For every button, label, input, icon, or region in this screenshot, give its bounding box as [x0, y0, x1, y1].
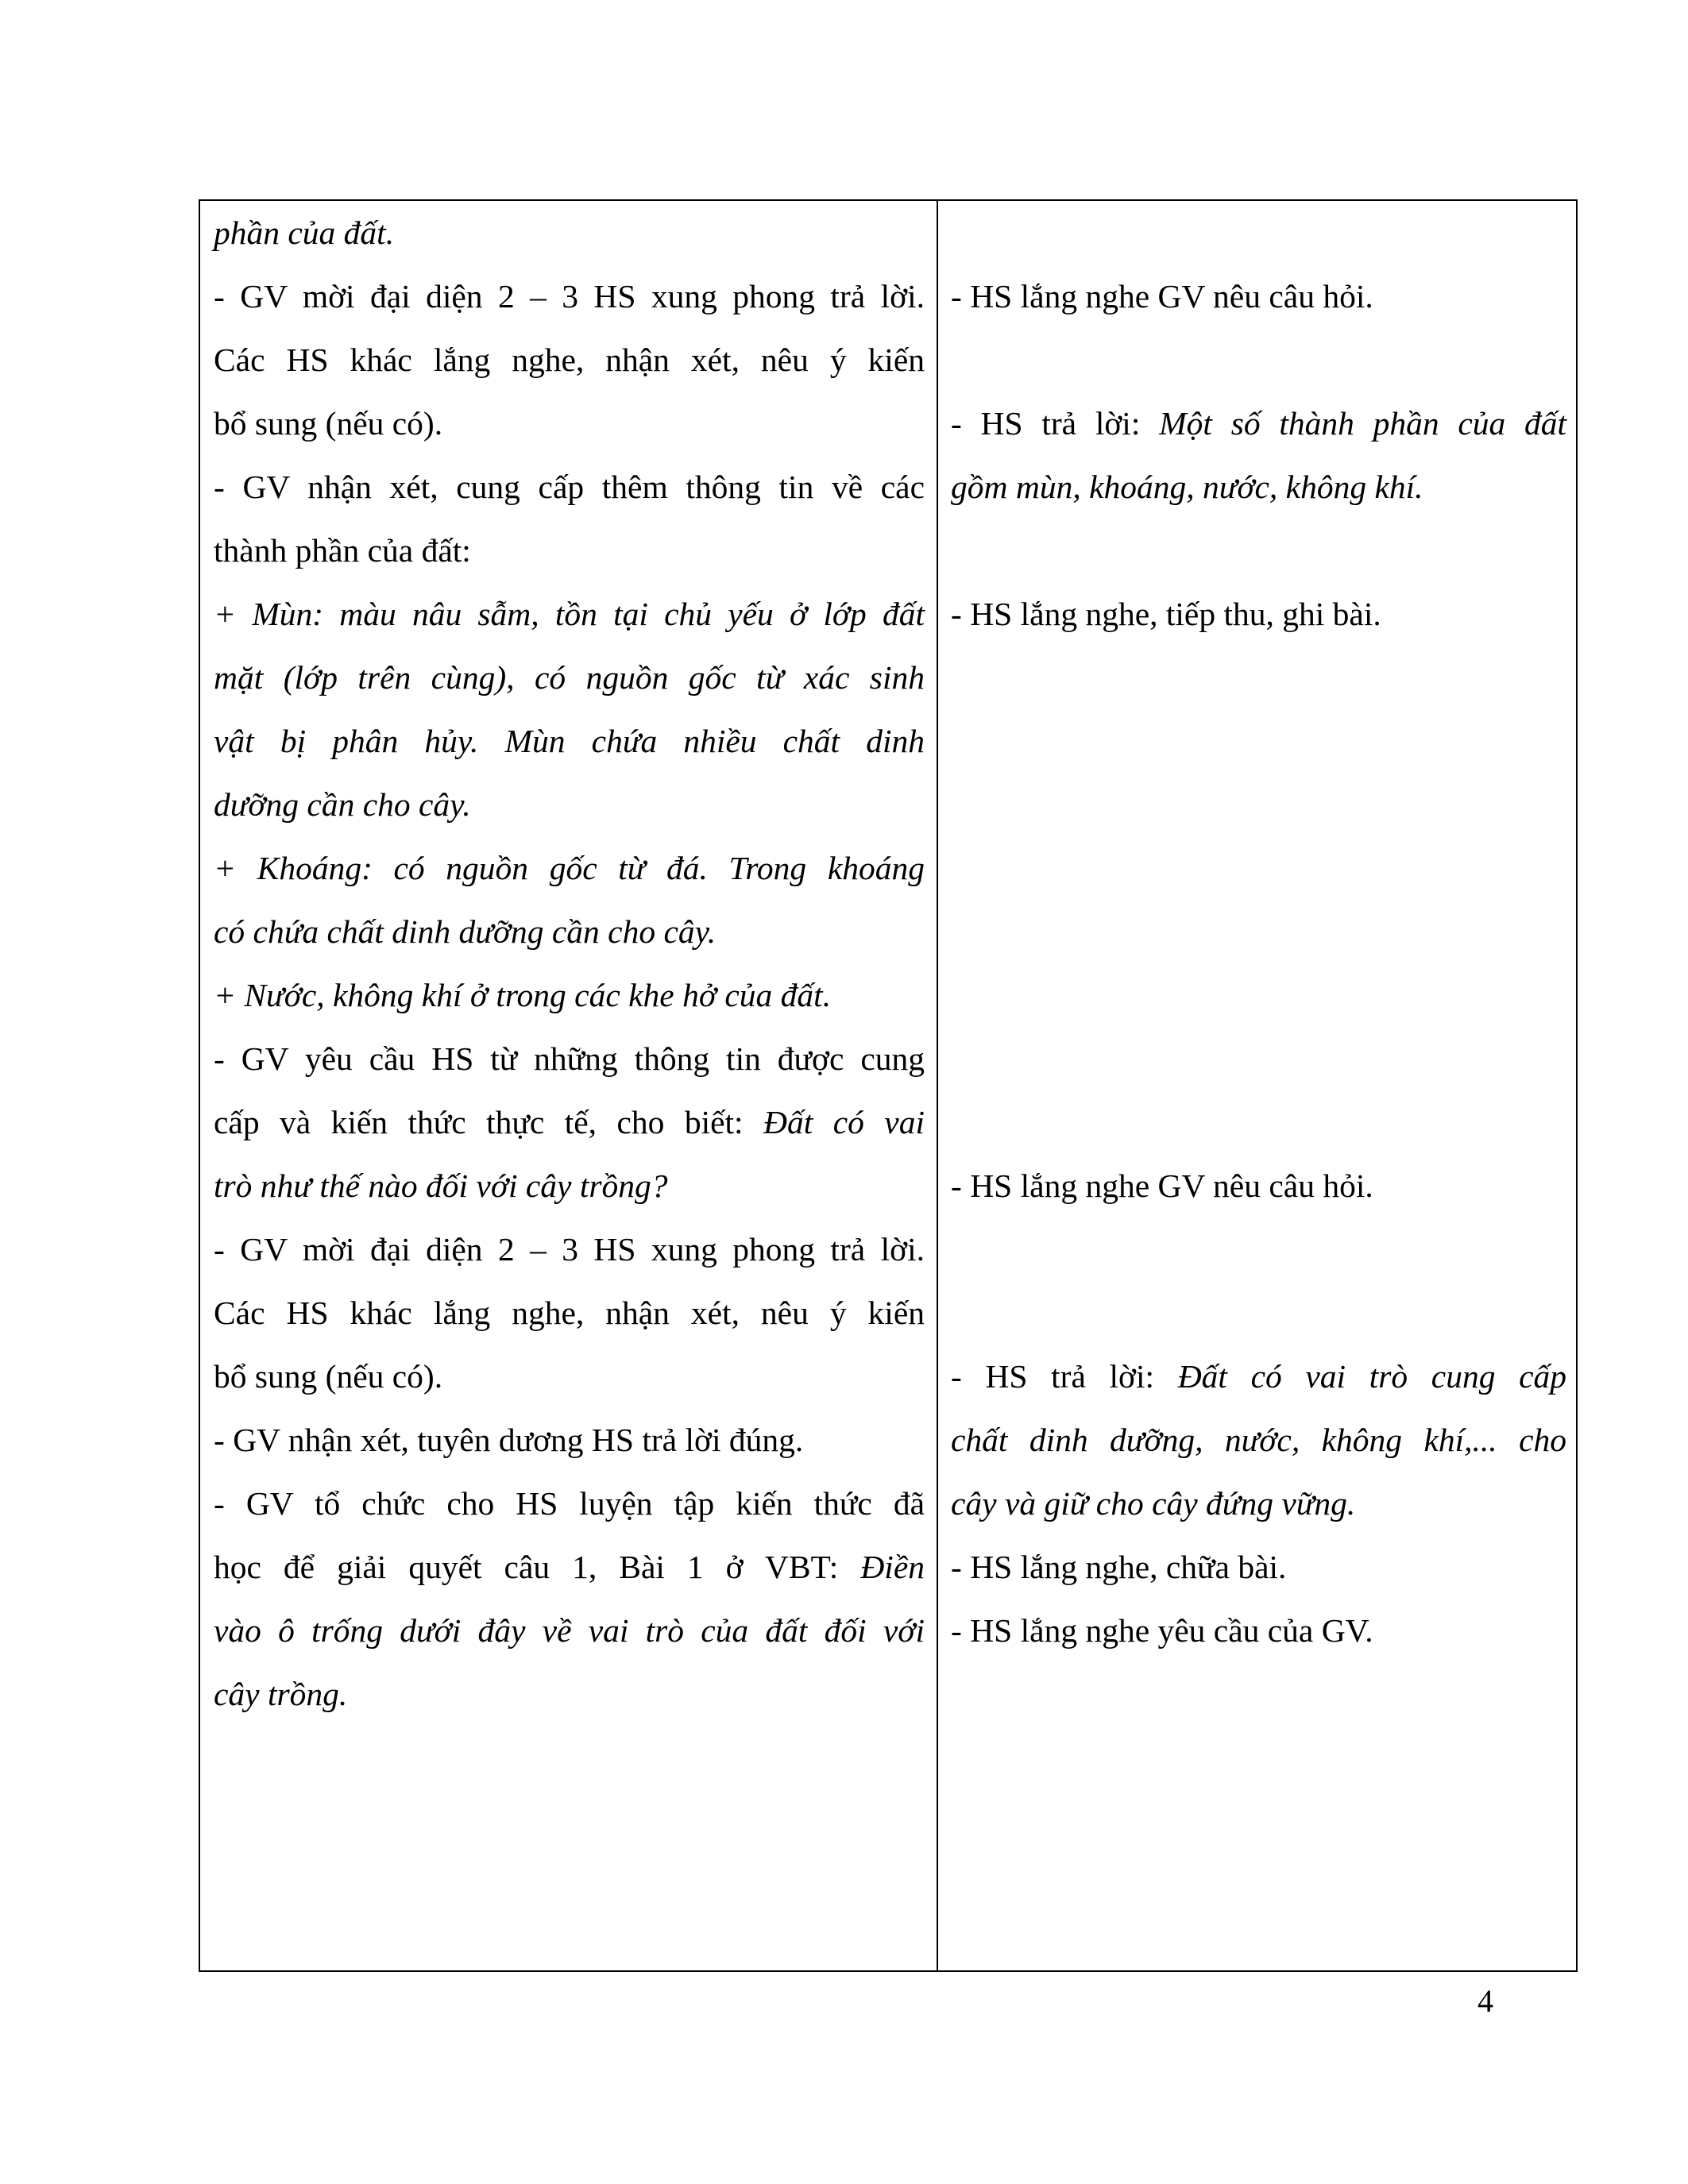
teacher-text: - GV tổ chức cho HS luyện tập kiến thức đã — [214, 1485, 925, 1522]
teacher-text: có chứa chất dinh dưỡng cần cho cây. — [214, 913, 717, 950]
lesson-table — [199, 199, 1578, 1972]
teacher-line — [214, 201, 925, 264]
teacher-text: Đất có vai — [763, 1104, 925, 1140]
student-text: - HS lắng nghe GV nêu câu hỏi. — [951, 1167, 1373, 1204]
student-line — [951, 1154, 1566, 1217]
student-line — [951, 582, 1566, 646]
teacher-text: + Khoáng: có nguồn gốc từ đá. Trong khoáng — [214, 850, 925, 886]
teacher-text: mặt (lớp trên cùng), có nguồn gốc từ xác sinh — [214, 659, 925, 696]
teacher-text: - GV nhận xét, tuyên dương HS trả lời đúng. — [214, 1422, 804, 1458]
teacher-line — [214, 328, 925, 392]
teacher-line — [214, 392, 925, 455]
page-number: 4 — [1477, 1983, 1493, 2019]
student-text: chất dinh dưỡng, nước, không khí,... cho — [951, 1422, 1566, 1458]
teacher-line — [214, 1535, 925, 1599]
student-text: Một số thành phần của đất — [1159, 405, 1566, 442]
teacher-line — [214, 1408, 925, 1472]
teacher-text: Các HS khác lắng nghe, nhận xét, nêu ý kiến — [214, 341, 925, 378]
student-line — [951, 264, 1566, 328]
student-text: Đất có vai trò cung cấp — [1177, 1358, 1566, 1395]
teacher-line — [214, 519, 925, 582]
student-line — [951, 392, 1566, 455]
student-line — [951, 455, 1566, 519]
teacher-text: vật bị phân hủy. Mùn chứa nhiều chất dinh — [214, 723, 925, 759]
teacher-text: phần của đất. — [214, 214, 395, 251]
teacher-line — [214, 455, 925, 519]
teacher-text: thành phần của đất: — [214, 532, 471, 569]
student-line — [951, 1599, 1566, 1662]
teacher-line — [214, 1281, 925, 1345]
teacher-line — [214, 646, 925, 709]
teacher-text: học để giải quyết câu 1, Bài 1 ở VBT: — [214, 1549, 861, 1585]
teacher-text: - GV mời đại diện 2 – 3 HS xung phong trả lời. — [214, 1231, 925, 1268]
student-text: - HS trả lời: — [951, 405, 1160, 442]
student-text: cây và giữ cho cây đứng vững. — [951, 1485, 1356, 1522]
teacher-line — [214, 1027, 925, 1090]
teacher-text: bổ sung (nếu có). — [214, 405, 443, 442]
teacher-line — [214, 1662, 925, 1726]
teacher-text: Các HS khác lắng nghe, nhận xét, nêu ý kiến — [214, 1295, 925, 1331]
teacher-text: cấp và kiến thức thực tế, cho biết: — [214, 1104, 764, 1140]
teacher-line — [214, 264, 925, 328]
teacher-line — [214, 773, 925, 836]
teacher-text: bổ sung (nếu có). — [214, 1358, 443, 1395]
student-line — [951, 1535, 1566, 1599]
teacher-text: vào ô trống dưới đây về vai trò của đất đối với — [214, 1612, 925, 1649]
teacher-line — [214, 582, 925, 646]
teacher-line — [214, 709, 925, 773]
teacher-line — [214, 1217, 925, 1281]
teacher-text: + Mùn: màu nâu sẫm, tồn tại chủ yếu ở lớp đất — [214, 596, 925, 632]
student-text: - HS lắng nghe GV nêu câu hỏi. — [951, 278, 1373, 314]
student-text: gồm mùn, khoáng, nước, không khí. — [951, 469, 1423, 505]
student-line — [951, 1408, 1566, 1472]
teacher-line — [214, 1345, 925, 1408]
teacher-line — [214, 900, 925, 963]
teacher-text: - GV mời đại diện 2 – 3 HS xung phong trả lời. — [214, 278, 925, 314]
teacher-text: Điền — [860, 1549, 925, 1585]
student-text: - HS lắng nghe, tiếp thu, ghi bài. — [951, 596, 1381, 632]
teacher-line — [214, 836, 925, 900]
teacher-line — [214, 1472, 925, 1535]
student-text: - HS lắng nghe, chữa bài. — [951, 1549, 1287, 1585]
student-line — [951, 1472, 1566, 1535]
teacher-line — [214, 1154, 925, 1217]
student-line — [951, 1345, 1566, 1408]
student-text: - HS trả lời: — [951, 1358, 1178, 1395]
teacher-line — [214, 963, 925, 1027]
teacher-text: trò như thế nào đối với cây trồng? — [214, 1167, 668, 1204]
teacher-text: dưỡng cần cho cây. — [214, 786, 471, 823]
teacher-text: + Nước, không khí ở trong các khe hở của đất. — [214, 977, 832, 1013]
column-divider — [937, 201, 938, 1970]
teacher-text: - GV yêu cầu HS từ những thông tin được cung — [214, 1040, 925, 1077]
student-text: - HS lắng nghe yêu cầu của GV. — [951, 1612, 1373, 1649]
teacher-line — [214, 1090, 925, 1154]
teacher-line — [214, 1599, 925, 1662]
teacher-text: - GV nhận xét, cung cấp thêm thông tin về các — [214, 469, 925, 505]
teacher-text: cây trồng. — [214, 1676, 348, 1712]
